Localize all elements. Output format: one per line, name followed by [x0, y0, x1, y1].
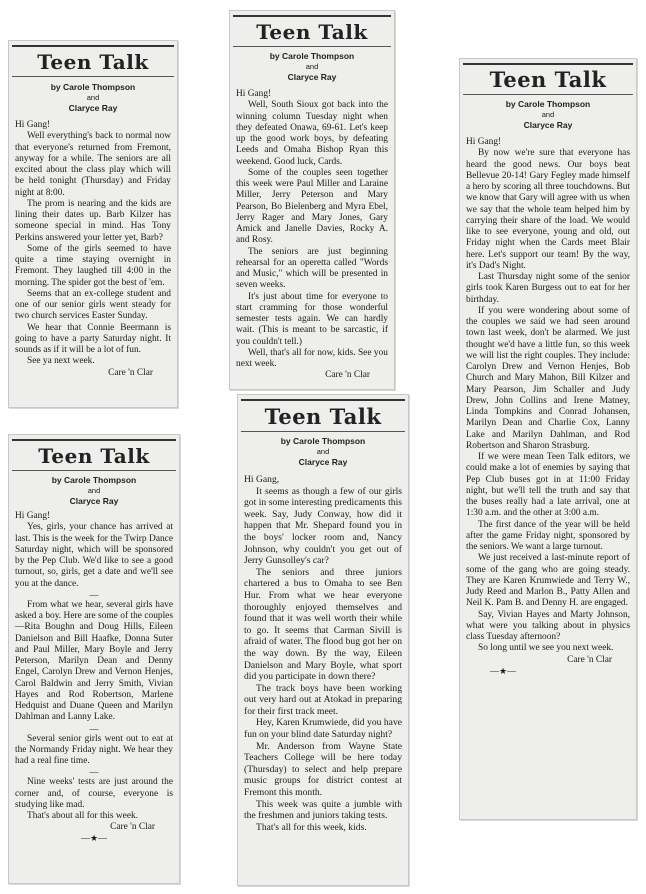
- header-rule: [12, 45, 174, 47]
- paragraph: Say, Vivian Hayes and Marty Johnson, what were you talking about in physics class Tuesday afternoon?: [466, 609, 630, 642]
- sign-off: Care 'n Clar: [325, 370, 370, 381]
- paragraph: Well everything's back to normal now that everyone's returned from Fremont, anyway for a while. The seniors are all excited about the class play which will be held tonight (Thursday) and Friday night at 8:00.: [15, 131, 171, 198]
- sign-off: Care 'n Clar: [567, 654, 612, 665]
- paragraph: Hey, Karen Krumwiede, did you have fun on your blind date Saturday night?: [244, 717, 402, 741]
- header-rule: [463, 94, 633, 95]
- paragraph: Hi Gang!: [466, 137, 502, 147]
- header-rule: [241, 431, 405, 432]
- header-rule: [463, 63, 633, 65]
- clipping-2: [229, 10, 395, 390]
- paragraph: If we were mean Teen Talk editors, we could make a lot of enemies by saying that Pep Club buses got in at 11:00 Friday night, but we'll tell the truth and say that the buses really had a late arrival, one at 1:30 a.m. and the other at 3:00 a.m.: [466, 452, 630, 519]
- paragraph: Hi Gang!: [15, 120, 51, 130]
- paragraph: That's about all for this week.: [27, 811, 139, 821]
- paragraph: Well, South Sioux got back into the winning column Tuesday night when they defeated Onawa, 69-61. Let's keep up the good work boys, by defeating Leeds and Omaha Bishop Ryan this weekend. Good luck, Cards.: [236, 100, 388, 167]
- section-divider: —: [89, 767, 99, 778]
- clipping-5: [237, 394, 409, 886]
- paragraph: The prom is nearing and the kids are lining their dates up. Barb Kilzer has someone special in mind. Has Tony Perkins answered your letter yet, Barb?: [15, 198, 171, 243]
- section-divider: —: [89, 723, 99, 734]
- paragraph: Hi Gang!: [236, 89, 272, 99]
- and-word: and: [86, 93, 100, 102]
- byline: by Carole Thompson: [280, 436, 366, 446]
- article-body: [238, 474, 408, 833]
- paragraph: The seniors and three juniors chartered a bus to Omaha to see Ben Hur. From what we hear everyone thoroughly enjoyed themselves and found that it was well worth their while to go. It seems that Carman Sivill is afraid of water. The flood bug got her on the way down. By the way, Eileen Danielson and Mary Boyle, what sport did you participate in down there?: [244, 566, 402, 683]
- sign-off: Care 'n Clar: [108, 367, 153, 378]
- clipping-4: [8, 434, 180, 884]
- paragraph: Several senior girls went out to eat at the Normandy Friday night. We hear they had a real fine time.: [15, 733, 173, 766]
- paragraph: Hi Gang!: [15, 511, 51, 521]
- header-rule: [12, 439, 176, 441]
- header-rule: [241, 399, 405, 401]
- clipping-3: [459, 58, 637, 820]
- column-title: Teen Talk: [256, 20, 368, 44]
- coauthor: Claryce Ray: [298, 457, 348, 467]
- paragraph: Some of the couples seen together this week were Paul Miller and Laraine Miller, Jerry Peterson and Mary Pearson, Bo Bielenberg and Myra Ebel, Jerry Rager and Mary Jones, Gary Amick and Janelle Davies, Rocky A. and Rosy.: [236, 167, 388, 246]
- coauthor: Claryce Ray: [287, 72, 337, 82]
- paragraph: The first dance of the year will be held after the game Friday night, sponsored by the seniors. We want a large turnout.: [466, 519, 630, 552]
- paragraph: That's all for this week, kids.: [256, 821, 367, 833]
- coauthor: Claryce Ray: [68, 103, 118, 113]
- paragraph: So long until we see you next week.: [478, 643, 614, 654]
- article-body: [460, 137, 636, 655]
- paragraph: Well, that's all for now, kids. See you next week.: [236, 347, 388, 369]
- byline: by Carole Thompson: [51, 475, 137, 485]
- paragraph: The track boys have been working out very hard out at Atokad in preparing for their first track meet.: [244, 682, 402, 717]
- article-body: [230, 89, 394, 370]
- and-word: and: [316, 447, 330, 456]
- and-word: and: [305, 62, 319, 71]
- paragraph: It's just about time for everyone to start cramming for those wonderful semester tests again. We can hardly wait. (This is meant to be sarcastic, if you couldn't tell.): [236, 291, 388, 347]
- column-title: Teen Talk: [264, 404, 382, 429]
- paragraph: Some of the girls seemed to have quite a time staying overnight in Fremont. They laughed till 4:00 in the morning. The spider got the best of 'em.: [15, 243, 171, 288]
- byline: by Carole Thompson: [505, 99, 591, 109]
- coauthor: Claryce Ray: [69, 496, 119, 506]
- paragraph: By now we're sure that everyone has heard the good news. Our boys beat Bellevue 20-14! Gary Fegley made himself a hero by scoring all three touchdowns. But we know that Gary will agree with us when we say that the whole team helped him by carrying their share of the load. We would like to see everyone, young and old, out Friday night when the Cards meet Blair here. Let's support our team! By the way, it's Dad's Night.: [466, 148, 630, 271]
- column-title: Teen Talk: [489, 67, 607, 92]
- section-divider: —: [89, 589, 99, 600]
- sign-off: Care 'n Clar: [110, 822, 155, 833]
- header-rule: [233, 46, 391, 47]
- paragraph: See ya next week.: [27, 356, 95, 367]
- paragraph: This week was quite a jumble with the freshmen and juniors taking tests.: [244, 798, 402, 822]
- byline: by Carole Thompson: [50, 82, 136, 92]
- paragraph: If you were wondering about some of the couples we said we had seen around town last week, don't be alarmed. We just thought we'd have a little fun, so this week we will list the right couples. They include: Carolyn Drew and Vernon Henjes, Bob Church and Mary Mahon, Bill Kilzer and Mary Pearson, Jim Schaller and Judy Drew, John Collins and Irene Matney, Linda Tompkins and Conrad Johansen, Marilyn Dean and Charlie Cox, Lanny Lake and Marilyn Dahlman, and Rod Robertson and Sharon Strasburg.: [466, 305, 630, 451]
- paragraph: We just received a last-minute report of some of the gang who are going steady. They are Karen Krumwiede and Terry W., Judy Reed and Marlon B., Patty Allen and Neil K. Pam B. and Denny H. are engaged.: [466, 553, 630, 609]
- article-body: [9, 511, 179, 822]
- and-word: and: [87, 486, 101, 495]
- column-title: Teen Talk: [38, 444, 150, 468]
- paragraph: The seniors are just beginning rehearsal for an operetta called "Words and Music," which will be presented in seven weeks.: [236, 246, 388, 291]
- star-divider: —★—: [490, 665, 517, 676]
- star-divider: —★—: [80, 833, 108, 844]
- column-title: Teen Talk: [37, 50, 149, 74]
- paragraph: Hi Gang,: [244, 474, 280, 485]
- paragraph: Yes, girls, your chance has arrived at last. This is the week for the Twirp Dance Saturday night, which will be sponsored by the Pep Club. We'd like to see a good turnout, so, girls, get a date and we'll see you at the dance.: [15, 522, 173, 589]
- article-body: [9, 120, 177, 368]
- paragraph: From what we hear, several girls have asked a boy. Here are some of the couples—Rita Boughn and Doug Hills, Eileen Danielson and Bill Haafke, Donna Suter and Paul Miller, Mary Boyle and Jerry Peterson, Marilyn Dean and Denny Engel, Carolyn Drew and Vernon Henjes, Carol Baldwin and Jerry Smith, Vivian Hayes and Rod Robertson, Marlene Hedquist and Duane Queen and Marilyn Dahlman and Lanny Lake.: [15, 599, 173, 723]
- paragraph: Nine weeks' tests are just around the corner and, of course, everyone is studying like mad.: [15, 777, 173, 810]
- and-word: and: [541, 110, 555, 119]
- header-rule: [12, 470, 176, 471]
- paragraph: Last Thursday night some of the senior girls took Karen Burgess out to eat for her birthday.: [466, 272, 630, 305]
- paragraph: We hear that Connie Beermann is going to have a party Saturday night. It sounds as if it will be a lot of fun.: [15, 322, 171, 355]
- paragraph: Seems that an ex-college student and one of our senior girls went steady for two church services Easter Sunday.: [15, 288, 171, 322]
- paragraph: Mr. Anderson from Wayne State Teachers College will be here today (Thursday) to select and help prepare music groups for district contest at Fremont this month.: [244, 740, 402, 799]
- header-rule: [233, 15, 391, 17]
- byline: by Carole Thompson: [269, 51, 355, 61]
- header-rule: [12, 76, 174, 77]
- coauthor: Claryce Ray: [523, 120, 573, 130]
- paragraph: It seems as though a few of our girls got in some interesting predicaments this week. Say, Judy Conway, how did it happen that Mr. Shepard found you in the boys' locker room and, Nancy Johnson, why couldn't you get out of Jerry Gunsolley's car?: [244, 485, 402, 567]
- clipping-1: [8, 40, 178, 408]
